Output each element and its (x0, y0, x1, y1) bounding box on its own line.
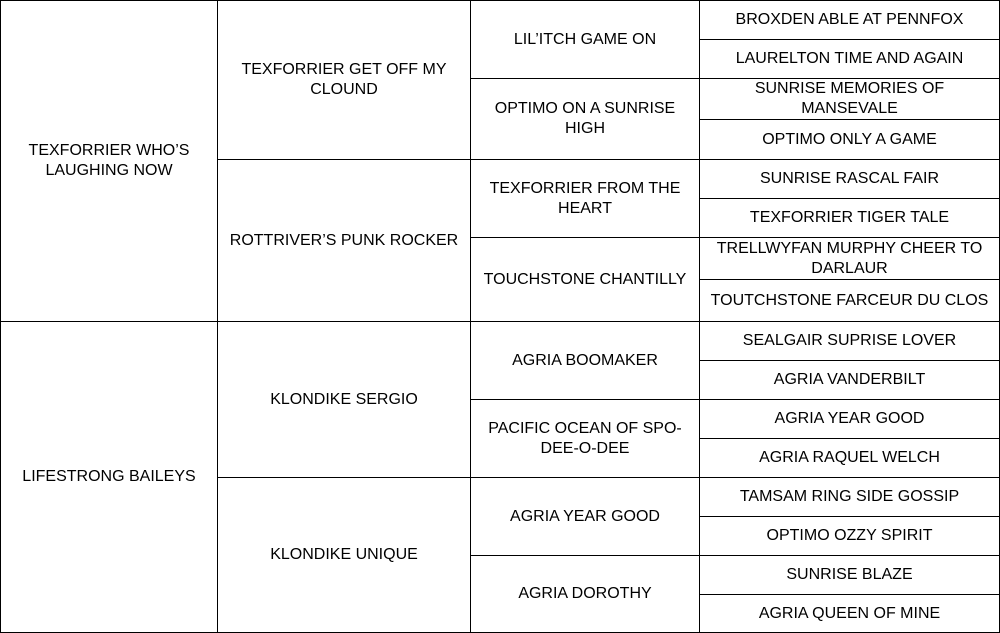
ancestor-name: KLONDIKE SERGIO (270, 390, 418, 408)
great-great-grandparent-cell (700, 556, 999, 594)
ancestor-name: KLONDIKE UNIQUE (270, 546, 418, 563)
great-great-grandparent-cell (700, 439, 999, 477)
ancestor-name: TRELLWYFAN MURPHY CHEER TO DARLAUR (716, 239, 983, 277)
ancestor-name: TEXFORRIER FROM THE HEART (489, 179, 681, 217)
grandparent-cell (218, 1, 470, 159)
great-great-grandparent-cell (700, 199, 999, 237)
great-grandparent-cell (471, 556, 699, 632)
ancestor-name: AGRIA VANDERBILT (773, 371, 926, 388)
great-grandparent-cell (471, 322, 699, 399)
grandparent-cell (218, 160, 470, 321)
ancestor-name: TEXFORRIER WHO’S LAUGHING NOW (28, 142, 190, 179)
great-great-grandparent-cell (700, 238, 999, 279)
ancestor-name: TEXFORRIER TIGER TALE (749, 209, 950, 226)
great-great-grandparent-cell (700, 322, 999, 360)
great-great-grandparent-cell (700, 595, 999, 632)
ancestor-name: AGRIA YEAR GOOD (510, 507, 660, 525)
parent-cell-sire (1, 1, 217, 321)
great-grandparent-cell (471, 478, 699, 555)
great-great-grandparent-cell (700, 517, 999, 555)
ancestor-name: LIL’ITCH GAME ON (513, 30, 657, 48)
parent-cell-dam (1, 322, 217, 632)
ancestor-name: PACIFIC OCEAN OF SPO-DEE-O-DEE (488, 419, 682, 457)
ancestor-name: BROXDEN ABLE AT PENNFOX (735, 11, 964, 28)
great-great-grandparent-cell (700, 361, 999, 399)
grandparent-cell (218, 322, 470, 477)
great-great-grandparent-cell (700, 400, 999, 438)
ancestor-name: LIFESTRONG BAILEYS (22, 468, 196, 485)
great-great-grandparent-cell (700, 79, 999, 119)
ancestor-name: AGRIA QUEEN OF MINE (758, 604, 941, 622)
ancestor-name: SUNRISE MEMORIES OF MANSEVALE (754, 80, 945, 117)
great-great-grandparent-cell (700, 1, 999, 39)
ancestor-name: TOUTCHSTONE FARCEUR DU CLOS (710, 291, 989, 309)
ancestor-name: LAURELTON TIME AND AGAIN (735, 50, 964, 67)
ancestor-name: SUNRISE BLAZE (786, 566, 913, 583)
great-grandparent-cell (471, 1, 699, 78)
grandparent-cell (218, 478, 470, 632)
great-grandparent-cell (471, 79, 699, 159)
great-grandparent-cell (471, 160, 699, 237)
ancestor-name: SEALGAIR SUPRISE LOVER (742, 332, 957, 349)
ancestor-name: SUNRISE RASCAL FAIR (759, 170, 939, 187)
ancestor-name: OPTIMO ON A SUNRISE HIGH (494, 100, 676, 137)
great-grandparent-cell (471, 400, 699, 477)
great-great-grandparent-cell (700, 280, 999, 321)
ancestor-name: OPTIMO OZZY SPIRIT (766, 527, 933, 544)
ancestor-name: TOUCHSTONE CHANTILLY (483, 270, 687, 288)
ancestor-name: TEXFORRIER GET OFF MY CLOUND (241, 61, 447, 98)
great-grandparent-cell (471, 238, 699, 321)
ancestor-name: AGRIA BOOMAKER (512, 351, 658, 369)
great-great-grandparent-cell (700, 160, 999, 198)
ancestor-name: AGRIA YEAR GOOD (774, 410, 925, 427)
ancestor-name: AGRIA DOROTHY (518, 585, 652, 602)
great-great-grandparent-cell (700, 40, 999, 78)
ancestor-name: AGRIA RAQUEL WELCH (759, 449, 940, 466)
great-great-grandparent-cell (700, 478, 999, 516)
great-great-grandparent-cell (700, 120, 999, 159)
ancestor-name: TAMSAM RING SIDE GOSSIP (739, 488, 960, 505)
ancestor-name: ROTTRIVER’S PUNK ROCKER (229, 231, 459, 249)
ancestor-name: OPTIMO ONLY A GAME (762, 130, 937, 148)
